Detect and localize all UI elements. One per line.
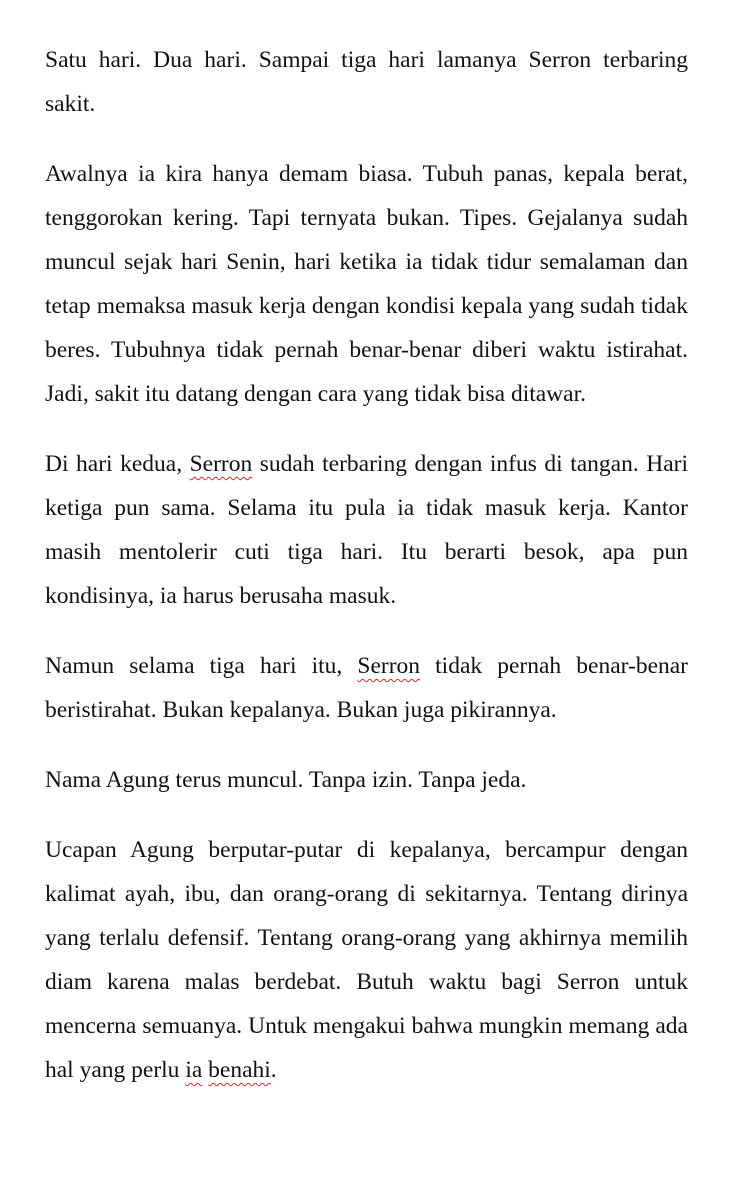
paragraph-text: Namun selama tiga hari itu,	[45, 653, 358, 679]
paragraph	[45, 644, 688, 732]
paragraph-text: .	[270, 1057, 277, 1083]
paragraph	[45, 442, 688, 618]
spellcheck-flagged-word: ia	[185, 1057, 203, 1083]
document-body	[45, 38, 688, 1092]
paragraph-text: Ucapan Agung berputar-putar di kepalanya, bercampur dengan kalimat ayah, ibu, dan orang-orang di sekitarnya. Tentang dirinya yang terlalu defensif. Tentang orang-orang yang akhirnya memilih diam karena malas berdebat. Butuh waktu bagi Serron untuk mencerna semuanya. Untuk mengakui bahwa mungkin memang ada hal yang perlu	[45, 837, 688, 1083]
paragraph-text: tidak pernah benar-benar beristirahat. Bukan kepalanya. Bukan juga pikirannya.	[45, 653, 688, 723]
spellcheck-flagged-word: Serron	[189, 451, 253, 477]
paragraph-text: Nama Agung terus muncul. Tanpa izin. Tanpa jeda.	[45, 767, 527, 793]
paragraph	[45, 758, 688, 802]
spellcheck-flagged-word: benahi	[208, 1057, 271, 1083]
paragraph-text: Satu hari. Dua hari. Sampai tiga hari lamanya Serron terbaring sakit.	[45, 47, 688, 117]
spellcheck-flagged-word: Serron	[357, 653, 421, 679]
paragraph-text: Di hari kedua,	[45, 451, 190, 477]
paragraph	[45, 152, 688, 416]
paragraph-text: sudah terbaring dengan infus di tangan. Hari ketiga pun sama. Selama itu pula ia tidak masuk kerja. Kantor masih mentolerir cuti tiga hari. Itu berarti besok, apa pun kondisinya, ia harus berusaha masuk.	[45, 451, 688, 609]
paragraph	[45, 38, 688, 126]
paragraph-text: Awalnya ia kira hanya demam biasa. Tubuh panas, kepala berat, tenggorokan kering. Tapi ternyata bukan. Tipes. Gejalanya sudah muncul sejak hari Senin, hari ketika ia tidak tidur semalaman dan tetap memaksa masuk kerja dengan kondisi kepala yang sudah tidak beres. Tubuhnya tidak pernah benar-benar diberi waktu istirahat. Jadi, sakit itu datang dengan cara yang tidak bisa ditawar.	[45, 161, 688, 407]
paragraph	[45, 828, 688, 1092]
